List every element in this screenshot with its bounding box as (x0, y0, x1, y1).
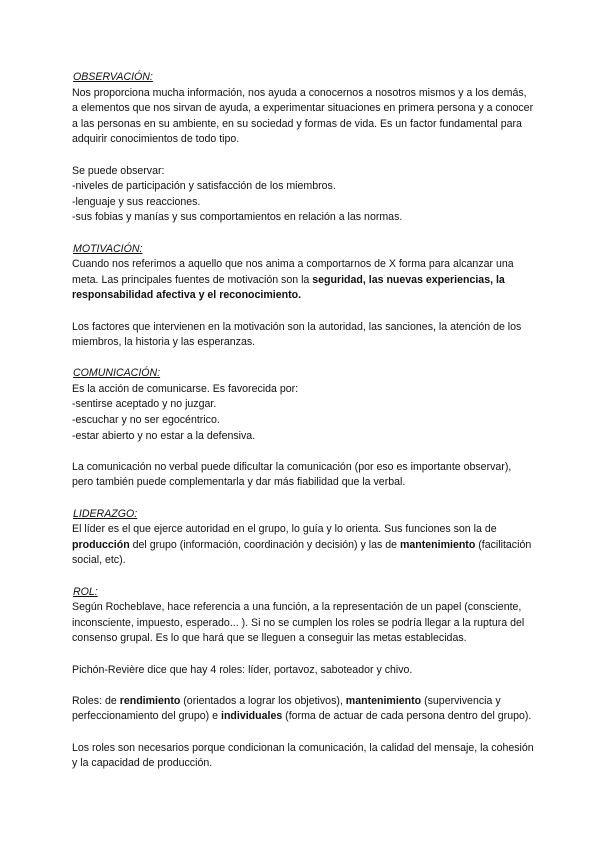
observacion-list-item: -lenguaje y sus reacciones. (72, 195, 201, 208)
spacer (72, 491, 534, 507)
spacer (72, 647, 534, 663)
rol-bold-mantenimiento: mantenimiento (345, 694, 422, 707)
liderazgo-text: del grupo (información, coordinación y decisión) y las de (129, 538, 400, 551)
liderazgo-paragraph (72, 522, 534, 569)
comunicacion-list-item: -estar abierto y no estar a la defensiva. (72, 429, 256, 442)
spacer (72, 444, 534, 460)
comunicacion-list-item: -escuchar y no ser egocéntrico. (72, 414, 220, 427)
rol-text: Roles: de (72, 694, 120, 707)
document-page (72, 70, 534, 772)
rol-bold-individuales: individuales (221, 710, 283, 723)
section-heading-observacion: OBSERVACIÓN: (73, 71, 153, 83)
section-heading-liderazgo: LIDERAZGO: (73, 507, 138, 520)
motivacion-factors-paragraph: Los factores que intervienen en la motivación son la autoridad, las sanciones, la atención de los miembros, la historia y las esperanzas. (72, 320, 522, 349)
section-heading-rol: ROL: (73, 585, 98, 598)
spacer (72, 148, 534, 164)
comunicacion-list-item: -sentirse aceptado y no juzgar. (72, 398, 217, 411)
spacer (72, 304, 534, 320)
rol-necessity-paragraph: Los roles son necesarios porque condicionan la comunicación, la calidad del mensaje, la cohesión y la capacidad de producción. (72, 741, 534, 770)
rol-pichon-paragraph: Pichón-Revière dice que hay 4 roles: líder, portavoz, saboteador y chivo. (72, 663, 413, 676)
motivacion-paragraph (72, 257, 534, 304)
spacer (72, 226, 534, 242)
rol-text: (supervivencia y perfeccionamiento del grupo) e (72, 694, 501, 723)
liderazgo-bold-mantenimiento: mantenimiento (399, 538, 476, 551)
observacion-paragraph: Nos proporciona mucha información, nos ayuda a conocernos a nosotros mismos y a los demás, a elementos que nos sirvan de ayuda, a experimentar situaciones en primera persona y a conocer a las personas en su ambiente, en su sociedad y formas de vida. Es un factor fundamental para adquirir conocimientos de todo tipo. (72, 86, 534, 146)
rol-text: (forma de actuar de cada persona dentro del grupo). (282, 710, 532, 723)
motivacion-text: Cuando nos referimos a aquello que nos anima a comportarnos de X forma para alcanzar una meta. Las principales fuentes de motivación son la (72, 258, 514, 286)
liderazgo-text: (facilitación social, etc). (72, 538, 532, 567)
rol-types-paragraph (72, 694, 534, 725)
spacer (72, 725, 534, 741)
section-heading-comunicacion: COMUNICACIÓN: (73, 367, 161, 380)
section-heading-motivacion: MOTIVACIÓN: (73, 242, 143, 255)
liderazgo-text: El líder es el que ejerce autoridad en el grupo, lo guía y lo orienta. Sus funciones son la de (72, 523, 497, 536)
spacer (72, 678, 534, 694)
observacion-list-item: -sus fobias y manías y sus comportamientos en relación a las normas. (72, 211, 403, 224)
spacer (72, 569, 534, 585)
spacer (72, 351, 534, 367)
observacion-list-intro: Se puede observar: (72, 164, 165, 177)
motivacion-bold-text: seguridad, las nuevas experiencias, la responsabilidad afectiva y el reconocimiento. (72, 273, 505, 302)
rol-text: (orientados a lograr los objetivos), (180, 694, 346, 707)
rol-paragraph: Según Rocheblave, hace referencia a una función, a la representación de un papel (consciente, inconsciente, impuesto, esperado... ). Si no se cumplen los roles se podría llegar a la ruptura del consenso grupal. Es lo que hará que se lleguen a conseguir las metas establecidas. (72, 601, 525, 645)
comunicacion-paragraph: Es la acción de comunicarse. Es favorecida por: (72, 382, 299, 395)
rol-bold-rendimiento: rendimiento (119, 694, 181, 707)
observacion-list-item: -niveles de participación y satisfacción de los miembros. (72, 180, 336, 193)
liderazgo-bold-produccion: producción (72, 538, 130, 551)
comunicacion-nonverbal-paragraph: La comunicación no verbal puede dificultar la comunicación (por eso es importante observar), pero también puede complementarla y dar más fiabilidad que la verbal. (72, 460, 512, 489)
